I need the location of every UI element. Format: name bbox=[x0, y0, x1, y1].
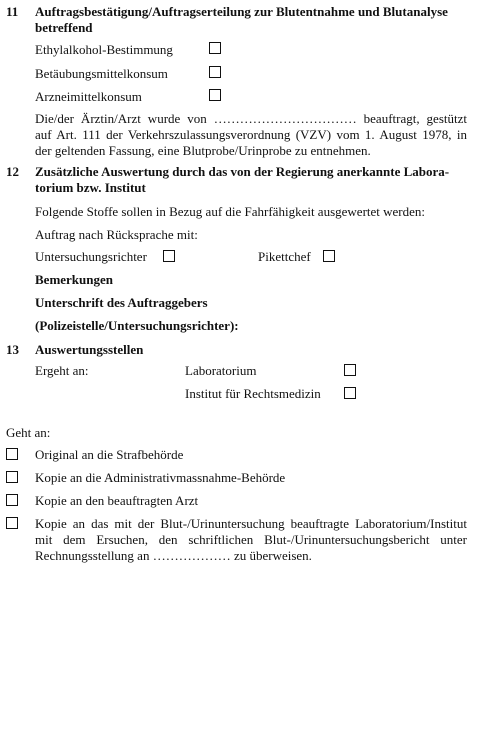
laboratory-copy-line: Kopie an das mit der Blut-/Urinuntersuchung beauftragte Laboratorium/Institut bbox=[35, 516, 467, 531]
doctor-copy-checkbox[interactable] bbox=[6, 494, 18, 506]
original-label: Original an die Strafbehörde bbox=[35, 447, 184, 462]
section-11-paragraph-line: auf Art. 111 der Verkehrszulassungsverordnung (VZV) vom 1. August 1978, in bbox=[35, 127, 467, 142]
original-checkbox[interactable] bbox=[6, 448, 18, 460]
laboratorium-checkbox[interactable] bbox=[344, 364, 356, 376]
institut-label: Institut für Rechtsmedizin bbox=[185, 386, 321, 401]
section-11-paragraph-line: Die/der Ärztin/Arzt wurde von …………………………… beauftragt, gestützt bbox=[35, 111, 467, 126]
section-12-title: Zusätzliche Auswertung durch das von der Regierung anerkannte Labora- bbox=[35, 164, 450, 179]
laboratory-copy-line: Rechnungsstellung an ……………… zu überweisen. bbox=[35, 548, 312, 563]
section-12-title-cont: torium bzw. Institut bbox=[35, 180, 146, 195]
ethylalkohol-checkbox[interactable] bbox=[209, 42, 221, 54]
arzneimittel-checkbox[interactable] bbox=[209, 89, 221, 101]
section-12-number: 12 bbox=[6, 164, 19, 179]
administrative-copy-checkbox[interactable] bbox=[6, 471, 18, 483]
administrative-copy-label: Kopie an die Administrativmassnahme-Behörde bbox=[35, 470, 286, 485]
section-11-title: Auftragsbestätigung/Auftragserteilung zur Blutentnahme und Blutanalyse bbox=[35, 4, 448, 19]
remarks-heading: Bemerkungen bbox=[35, 272, 113, 287]
section-13-title: Auswertungsstellen bbox=[35, 342, 144, 357]
laboratory-copy-checkbox[interactable] bbox=[6, 517, 18, 529]
laboratorium-label: Laboratorium bbox=[185, 363, 257, 378]
institut-checkbox[interactable] bbox=[344, 387, 356, 399]
signature-heading: Unterschrift des Auftraggebers bbox=[35, 295, 208, 310]
option-arzneimittel-label: Arzneimittelkonsum bbox=[35, 89, 142, 104]
distribution-heading: Geht an: bbox=[6, 425, 51, 440]
pikettchef-label: Pikettchef bbox=[258, 249, 311, 264]
section-11-paragraph bbox=[35, 111, 467, 159]
goes-to-label: Ergeht an: bbox=[35, 363, 89, 378]
option-betaeubungsmittel-label: Betäubungsmittelkonsum bbox=[35, 66, 168, 81]
section-11-number: 11 bbox=[6, 4, 19, 19]
substances-line: Folgende Stoffe sollen in Bezug auf die Fahrfähigkeit ausgewertet werden: bbox=[35, 204, 426, 219]
untersuchungsrichter-label: Untersuchungsrichter bbox=[35, 249, 147, 264]
betaeubungsmittel-checkbox[interactable] bbox=[209, 66, 221, 78]
doctor-copy-label: Kopie an den beauftragten Arzt bbox=[35, 493, 199, 508]
laboratory-copy-paragraph bbox=[35, 516, 467, 564]
section-13-number: 13 bbox=[6, 342, 19, 357]
consultation-line: Auftrag nach Rücksprache mit: bbox=[35, 227, 198, 242]
laboratory-copy-line: mit dem Ersuchen, den schriftlichen Blut-/Urinuntersuchungsbericht unter bbox=[35, 532, 467, 547]
untersuchungsrichter-checkbox[interactable] bbox=[163, 250, 175, 262]
pikettchef-checkbox[interactable] bbox=[323, 250, 335, 262]
option-ethylalkohol-label: Ethylalkohol-Bestimmung bbox=[35, 42, 173, 57]
section-11-paragraph-line: der geltenden Fassung, eine Blutprobe/Urinprobe zu entnehmen. bbox=[35, 143, 371, 158]
signature-subheading: (Polizeistelle/Untersuchungsrichter): bbox=[35, 318, 239, 333]
section-11-title-cont: betreffend bbox=[35, 20, 93, 35]
